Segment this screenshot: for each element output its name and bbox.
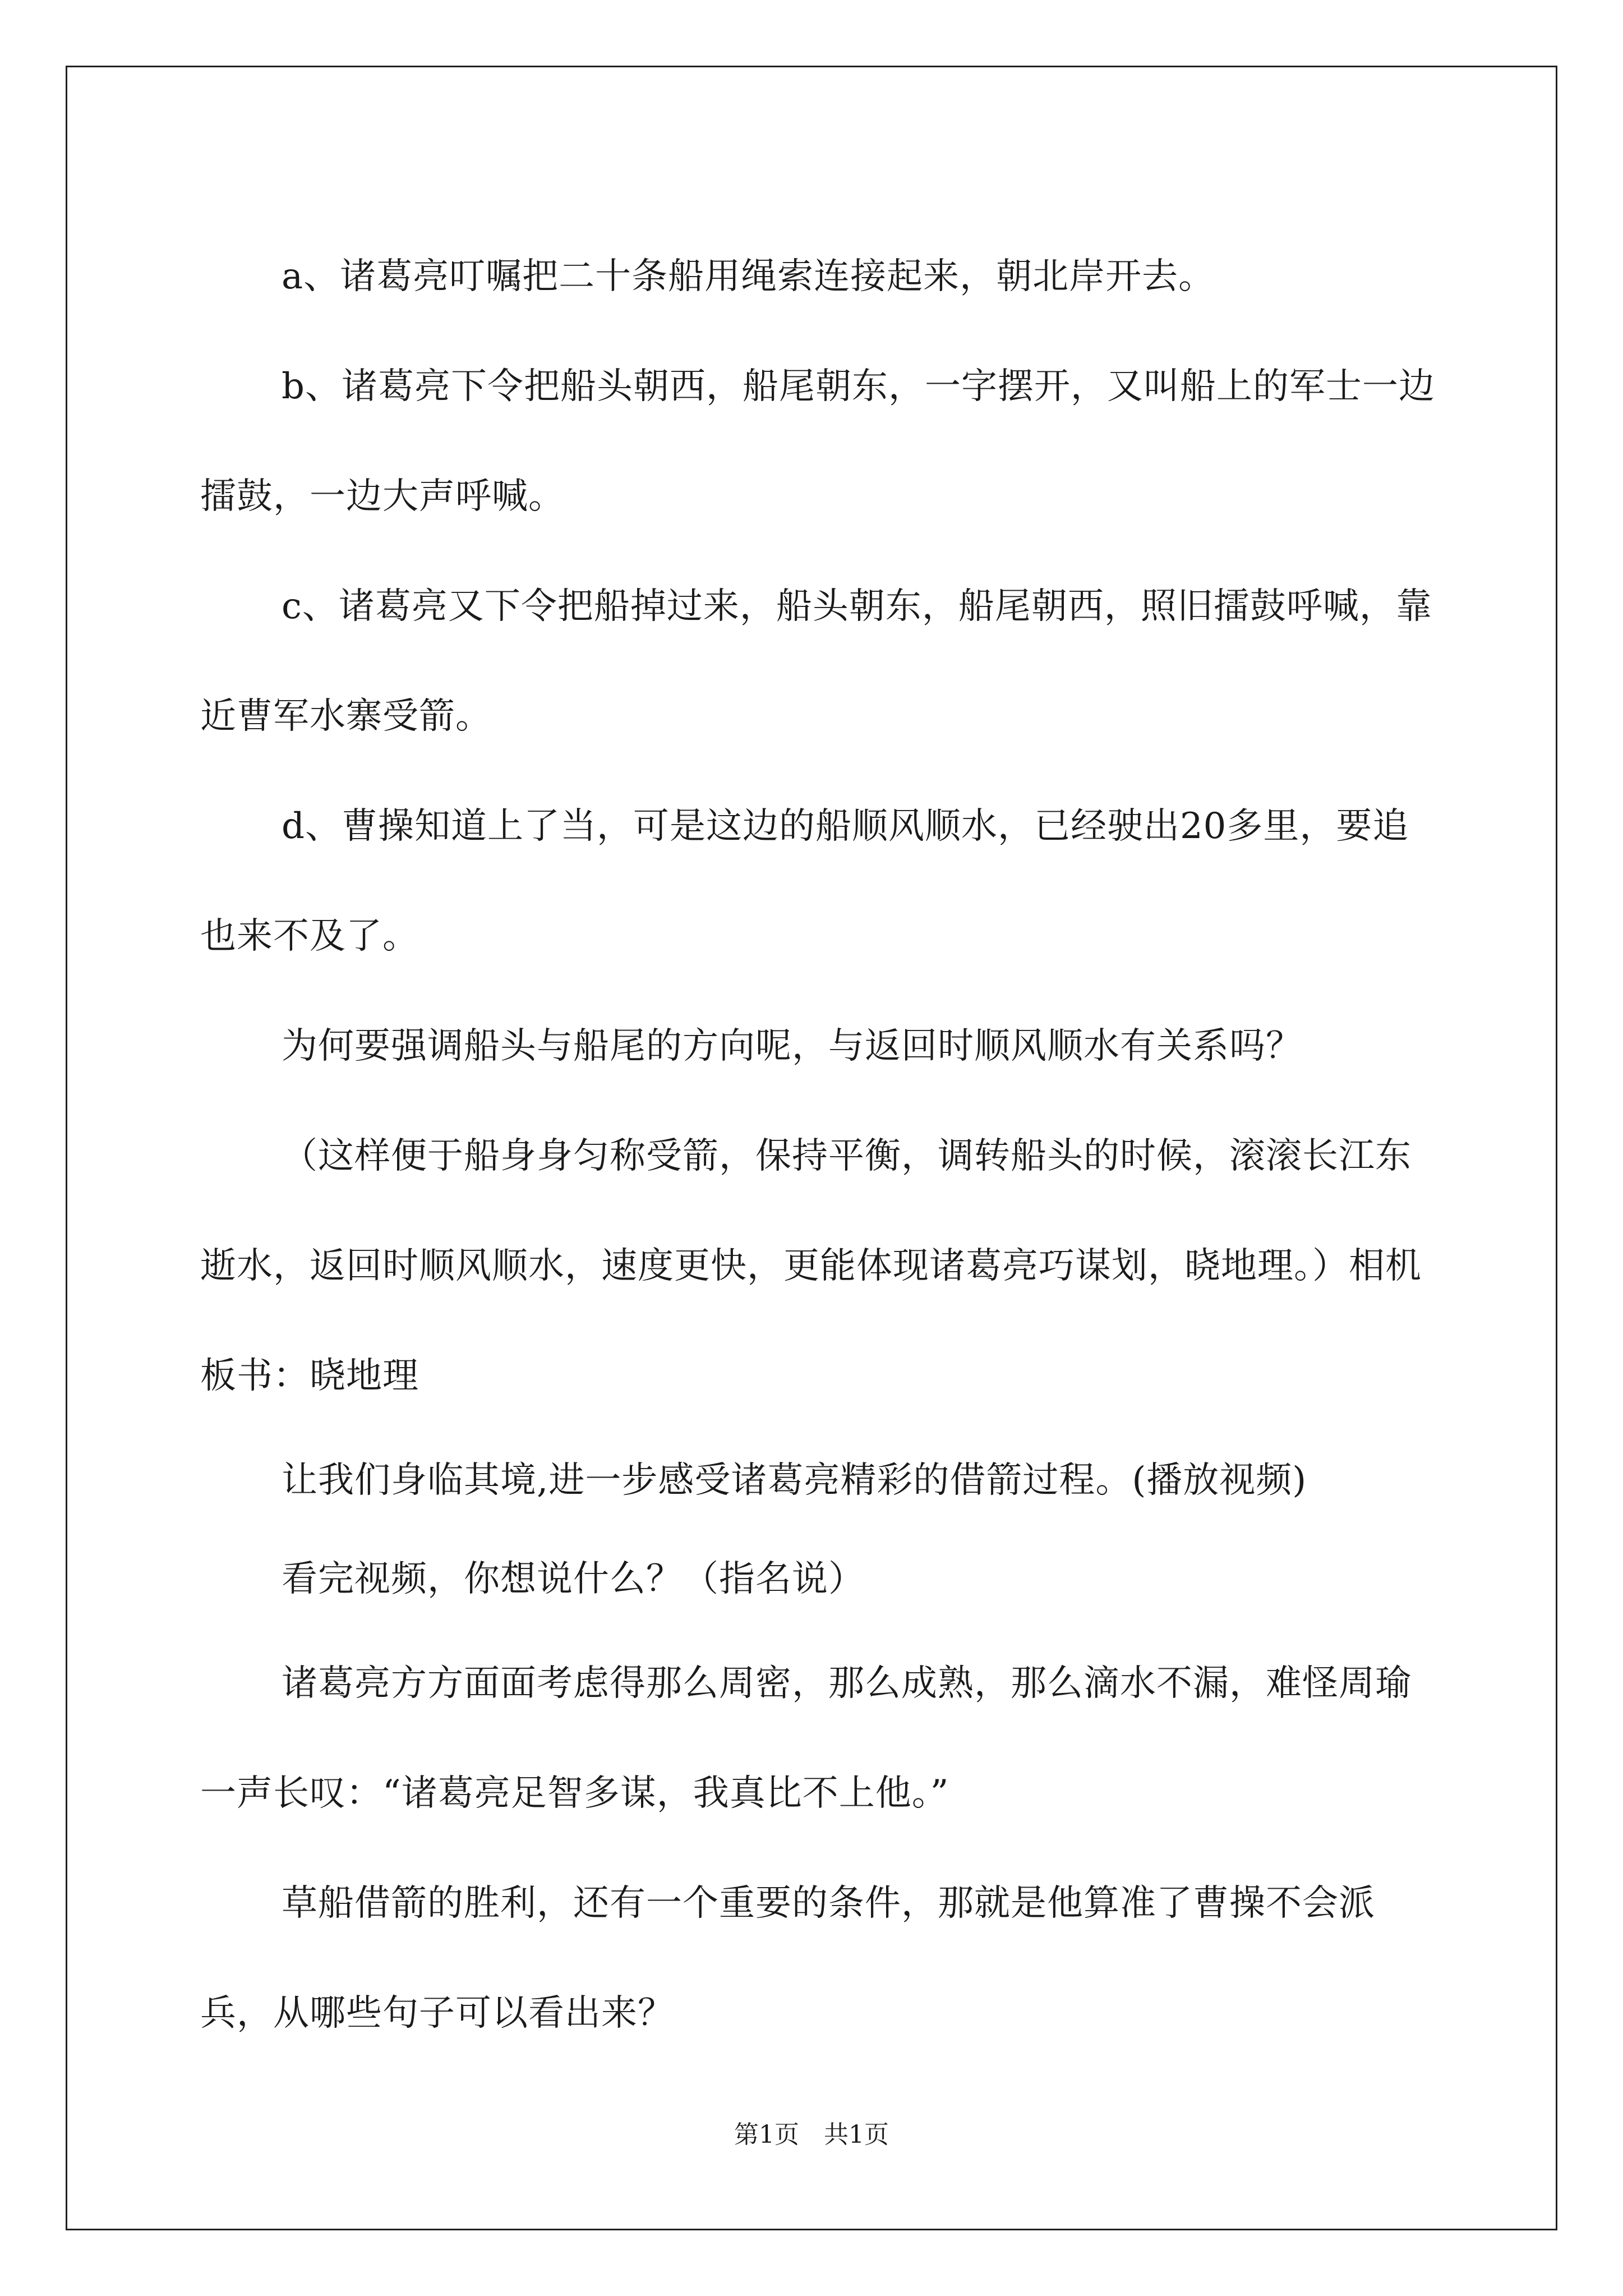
- paragraph-c: c、诸葛亮又下令把船掉过来，船头朝东，船尾朝西，照旧擂鼓呼喊，靠近曹军水寨受箭。: [200, 586, 1432, 737]
- paragraph-a: a、诸葛亮叮嘱把二十条船用绳索连接起来，朝北岸开去。: [282, 256, 1215, 297]
- page-footer: 第1页 共1页: [734, 2120, 889, 2149]
- answer-direction: （这样便于船身身匀称受箭，保持平衡，调转船头的时候，滚滚长江东逝水，返回时顺风顺水，速度更快，更能体现诸葛亮巧谋划，晓地理。）相机板书：晓地理: [200, 1135, 1422, 1397]
- document-body: [200, 222, 1440, 2068]
- zhuge-summary: 诸葛亮方方面面考虑得那么周密，那么成熟，那么滴水不漏，难怪周瑜一声长叹：“诸葛亮足智多谋，我真比不上他。”: [200, 1663, 1412, 1814]
- victory-condition: 草船借箭的胜利，还有一个重要的条件，那就是他算准了曹操不会派兵，从哪些句子可以看出来？: [200, 1883, 1375, 2034]
- video-question: 看完视频，你想说什么？（指名说）: [282, 1558, 865, 1600]
- paragraph-b: b、诸葛亮下令把船头朝西，船尾朝东，一字摆开，又叫船上的军士一边擂鼓，一边大声呼喊。: [200, 366, 1435, 517]
- question-direction: 为何要强调船头与船尾的方向呢，与返回时顺风顺水有关系吗？: [282, 1025, 1302, 1067]
- video-intro: 让我们身临其境,进一步感受诸葛亮精彩的借箭过程。(播放视频): [282, 1460, 1307, 1501]
- paragraph-d: d、曹操知道上了当，可是这边的船顺风顺水，已经驶出20多里，要追也来不及了。: [200, 806, 1409, 957]
